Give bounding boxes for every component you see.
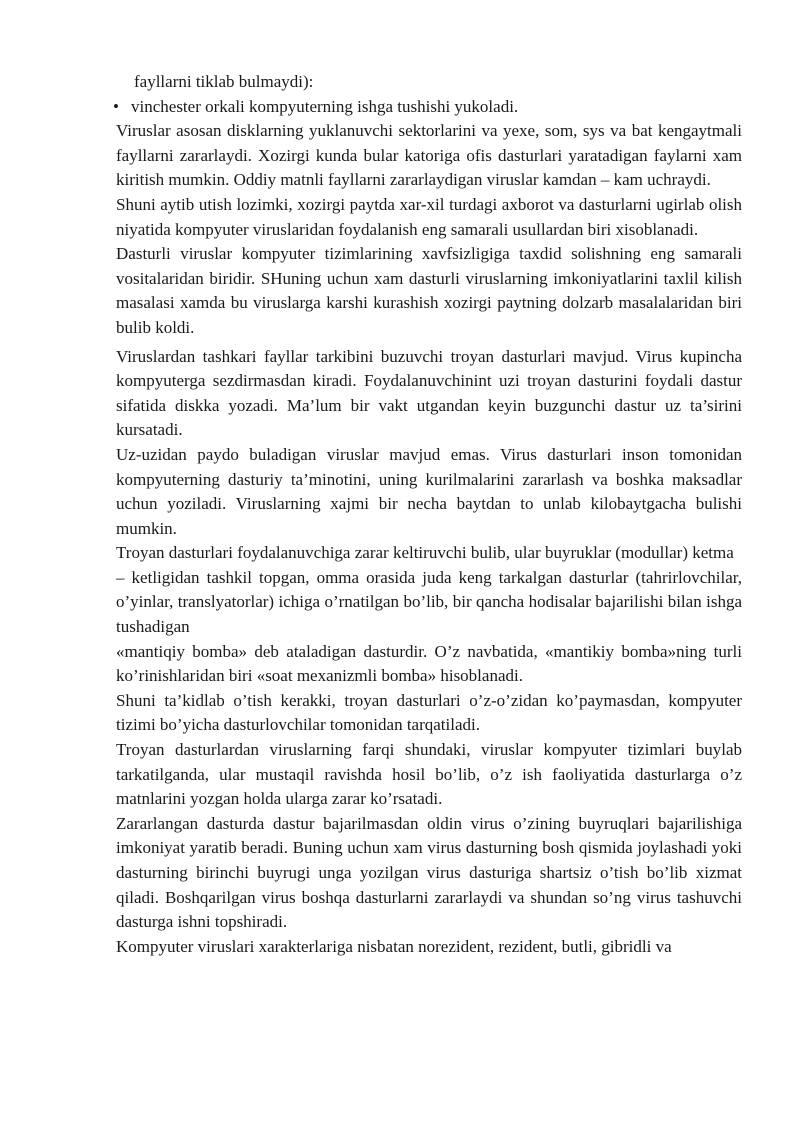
paragraph: Dasturli viruslar kompyuter tizimlarining xavfsizligiga taxdid solishning eng samarali vositalaridan biridir. SHuning uchun xam dasturli viruslarning imkoniyatlarini taxlil kilish masalasi xamda bu viruslarga karshi kurashish xozirgi paytning dolzarb masalalaridan biri bulib koldi. <box>116 244 742 337</box>
document-page <box>113 70 742 959</box>
paragraph: Uz-uzidan paydo buladigan viruslar mavjud emas. Virus dasturlari inson tomonidan kompyuterning dasturiy ta’minotini, uning kurilmalarini zararlash va boshka maksadlar uchun yoziladi. Viruslarning xajmi bir necha baytdan to unlab kilobaytgacha bulishi mumkin. <box>116 444 742 538</box>
list-continuation: fayllarni tiklab bulmaydi): <box>134 72 314 91</box>
paragraph: Viruslardan tashkari fayllar tarkibini buzuvchi troyan dasturlari mavjud. Virus kupincha kompyuterga sezdirmasdan kiradi. Foydalanuvchinint uzi troyan dasturini foydali dastur sifatida diskka yozadi. Ma’lum bir vakt utgandan keyin buzgunchi dastur uz ta’sirini kursatadi. <box>116 346 742 440</box>
bullet-text: vinchester orkali kompyuterning ishga tushishi yukoladi. <box>131 96 519 116</box>
paragraph: Shuni ta’kidlab o’tish kerakki, troyan dasturlari o’z-o’zidan ko’paymasdan, kompyuter tizimi bo’yicha dasturlovchilar tomonidan tarqatiladi. <box>116 690 742 735</box>
paragraph: – ketligidan tashkil topgan, omma orasida juda keng tarkalgan dasturlar (tahrirlovchilar, o’yinlar, translyatorlar) ichiga o’rnatilgan bo’lib, bir qancha hodisalar bajarilishi bilan ishga tushadigan <box>116 567 742 637</box>
paragraph: Viruslar asosan disklarning yuklanuvchi sektorlarini va yexe, som, sys va bat kengaytmali fayllarni zararlaydi. Xozirgi kunda bular katoriga ofis dasturlari yaratadigan faylarni xam kiritish mumkin. Oddiy matnli fayllarni zararlaydigan viruslar kamdan – kam uchraydi. <box>116 121 742 190</box>
paragraph: Troyan dasturlari foydalanuvchiga zarar keltiruvchi bulib, ular buyruklar (modullar) ketma <box>116 543 734 563</box>
bullet-icon: • <box>113 96 119 116</box>
bullet-list-item <box>113 95 742 120</box>
paragraph: «mantiqiy bomba» deb ataladigan dasturdir. O’z navbatida, «mantikiy bomba»ning turli ko’rinishlaridan biri «soat mexanizmli bomba» hisoblanadi. <box>116 641 742 686</box>
paragraph: Kompyuter viruslari xarakterlariga nisbatan norezident, rezident, butli, gibridli va <box>116 936 672 956</box>
paragraph: Shuni aytib utish lozimki, xozirgi paytda xar-xil turdagi axborot va dasturlarni ugirlab olish niyatida kompyuter viruslaridan foydalanish eng samarali usullardan biri xisoblanadi. <box>116 194 742 239</box>
paragraph: Zararlangan dasturda dastur bajarilmasdan oldin virus o’zining buyruqlari bajarilishiga imkoniyat yaratib beradi. Buning uchun xam virus dasturning bosh qismida joylashadi yoki dasturning birinchi buyrugi unga yozilgan virus dasturiga shartsiz o’tish bo’lib xizmat qiladi. Boshqarilgan virus boshqa dasturlarni zararlaydi va shundan so’ng virus tashuvchi dasturga ishni topshiradi. <box>116 813 742 932</box>
paragraph: Troyan dasturlardan viruslarning farqi shundaki, viruslar kompyuter tizimlari buylab tarkatilganda, ular mustaqil ravishda hosil bo’lib, o’z ish faoliyatida dasturlarga o’z matnlarini yozgan holda ularga zarar ko’rsatadi. <box>116 740 742 809</box>
